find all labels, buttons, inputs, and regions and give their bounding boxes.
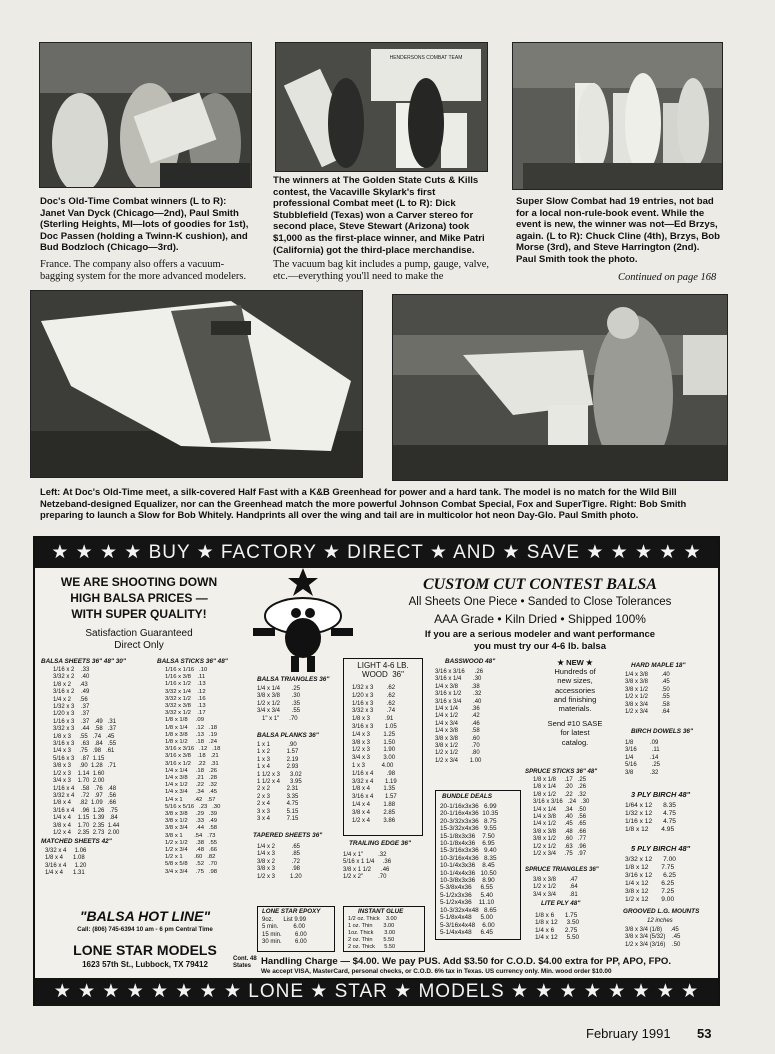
- balsa-sheets-heading: BALSA SHEETS 36" 48" 30": [41, 658, 126, 665]
- three-ply-birch-heading: 3 PLY BIRCH 48": [631, 790, 691, 799]
- shooting-line-1: WE ARE SHOOTING DOWN: [60, 575, 218, 589]
- new-line-8: Send #10 SASE: [547, 719, 603, 729]
- bundle-deals-heading: BUNDLE DEALS: [442, 793, 493, 800]
- trailing-edge-heading: TRAILING EDGE 36": [349, 840, 411, 847]
- trailing-edge-table: 1/4 x 1" .32 5/16 x 1 1/4 .36 3/8 x 1 1/2 .46 1/2 x 2" .70: [343, 852, 392, 881]
- shooting-line-2: HIGH BALSA PRICES —: [70, 591, 208, 605]
- photo-sign-text: HENDERSONS COMBAT TEAM: [389, 55, 463, 61]
- instant-glue-box: [343, 906, 425, 952]
- new-line-4: accessories: [554, 685, 596, 695]
- new-line-2: Hundreds of: [554, 667, 596, 677]
- new-line-6: materials.: [558, 704, 592, 714]
- photo-old-time-winners: [39, 42, 252, 188]
- grooved-mounts-subheading: 12 inches: [647, 918, 673, 924]
- handling-charge: Handling Charge — $4.00. We pay PUS. Add $3.50 for C.O.D. $4.00 extra for PP, APO, FPO.: [261, 956, 671, 967]
- basswood-table: 3/16 x 3/16 .26 3/16 x 1/4 .30 1/4 x 3/8 .38 3/16 x 1/2 .32 3/16 x 3/4 .40 1/4 x 1/4 .36 1/4 x 1/2 .42 1/4 x 3/4 .46 1/4 x 3/8 .58 3/8 x 3/8 .60 3/8 x 1/2 .70 1/2 x 1/2 .80 1/2 x 3/4 1.00: [435, 669, 484, 764]
- spruce-sticks-heading: SPRUCE STICKS 36" 48": [525, 768, 598, 775]
- light-wood-table: 1/32 x 3 .62 1/20 x 3 .62 1/16 x 3 .62 3/32 x 3 .74 1/8 x 3 .91 3/16 x 3 1.05 1/4 x 3 1.25 3/8 x 3 1.50 1/2 x 3 1.90 3/4 x 3 3.00 1 x 3 4.00 1/16 x 4 .98 3/32 x 4 1.19 1/8 x 4 1.35 3/16 x 4 1.57 1/4 x 4 1.88 3/8 x 4 2.85 1/2 x 4 3.86: [352, 685, 397, 824]
- balsa-planks-table: 1 x 1 .90 1 x 2 1.57 1 x 3 2.19 1 x 4 2.93 1 1/2 x 3 3.02 1 1/2 x 4 3.95 2 x 2 2.31 2 x 3 3.35 2 x 4 4.75 3 x 3 5.15 3 x 4 7.15: [257, 742, 302, 823]
- new-line-9: for latest: [560, 728, 590, 738]
- five-ply-birch-heading: 5 PLY BIRCH 48": [631, 844, 691, 853]
- grooved-mounts-table: 3/8 x 3/4 (1/8) .45 3/8 x 3/4 (5/32) .45 1/2 x 3/4 (3/16) .50: [625, 927, 681, 948]
- balsa-triangles-heading: BALSA TRIANGLES 36": [257, 676, 330, 683]
- matched-sheets-table: 3/32 x 4 1.06 1/8 x 4 1.08 3/16 x 4 1.20 1/4 x 4 1.31: [45, 848, 87, 877]
- new-catalog-box: [531, 658, 619, 747]
- page-number: 53: [697, 1026, 712, 1041]
- instant-glue-heading: INSTANT GLUE: [358, 908, 404, 915]
- photo-half-fast-plane: [30, 290, 363, 478]
- instant-glue-table: 1/2 oz. Thick 3.00 1 oz. Thin 3.00 1oz. Thick 3.00 2 oz. Thin 5.50 2 oz. Thick 5.50: [348, 916, 397, 950]
- epoxy-table: 9oz. List 9.99 5 min. 6.00 15 min. 6.00 30 min. 6.00: [262, 917, 307, 946]
- bundle-deals-table: 20-1/16x3x36 6.99 20-1/16x4x36 10.35 20-3/32x3x36 8.75 15-3/32x4x36 9.55 15-1/8x3x36 7.50 10-1/8x4x36 6.95 15-3/16x3x36 9.40 10-3/16x4x36 8.35 10-1/4x3x36 8.45 10-1/4x4x36 10.50 10-3/8x3x36 8.90 5-3/8x4x36 6.55 5-1/2x3x36 5.40 5-1/2x4x36 11.10 10-3/32x4x48 8.65 5-1/8x4x48 5.00 5-3/16x4x48 6.00 5-1/4x4x48 6.45: [440, 803, 499, 936]
- payment-note: We accept VISA, MasterCard, personal checks, or C.O.D. 6% tax in Texas. US currency only. Min. wood order $10.00: [261, 968, 612, 975]
- five-ply-birch-table: 3/32 x 12 7.00 1/8 x 12 7.75 3/16 x 12 6.25 1/4 x 12 6.25 3/8 x 12 7.25 1/2 x 12 9.00: [625, 856, 676, 903]
- ad-top-banner: ★ ★ ★ ★ BUY ★ FACTORY ★ DIRECT ★ AND ★ SAVE ★ ★ ★ ★ ★: [35, 538, 718, 568]
- new-line-3: new sizes,: [557, 676, 593, 686]
- epoxy-box: [257, 906, 335, 952]
- three-ply-birch-table: 1/64 x 12 8.35 1/32 x 12 4.75 1/16 x 12 4.75 1/8 x 12 4.95: [625, 802, 676, 833]
- photo-launching-slow: [392, 294, 728, 481]
- spruce-sticks-table: 1/8 x 1/8 .17 .25 1/8 x 1/4 .20 .26 1/8 x 1/2 .22 .32 3/16 x 3/16 .24 .30 1/4 x 1/4 .34 .50 1/4 x 3/8 .40 .56 1/4 x 1/2 .45 .65 3/8 x 3/8 .48 .66 3/8 x 1/2 .60 .77 1/2 x 1/2 .63 .96 1/2 x 3/4 .75 .97: [533, 777, 590, 858]
- satisfaction-line-1: Satisfaction Guaranteed: [85, 628, 193, 639]
- spruce-triangles-heading: SPRUCE TRIANGLES 36": [525, 866, 599, 873]
- photo-super-slow-combat: [512, 42, 723, 190]
- basswood-heading: BASSWOOD 48": [445, 658, 496, 665]
- balsa-sticks-table: 1/16 x 1/16 .10 1/16 x 3/8 .11 1/16 x 1/2 .13 3/32 x 1/4 .12 3/32 x 1/2 .16 3/32 x 3/8 .13 3/32 x 1/2 .17 1/8 x 1/8 .09 1/8 x 1/4 .12 .18 1/8 x 3/8 .13 .19 1/8 x 1/2 .18 .24 3/16 x 3/16 .12 .18 3/16 x 3/8 .18 .21 3/16 x 1/2 .22 .31 1/4 x 1/4 .18 .26 1/4 x 3/8 .21 .28 1/4 x 1/2 .22 .32 1/4 x 3/4 .34 .45 1/4 x 1 .42 .57 5/16 x 5/16 .23 .30 3/8 x 3/8 .29 .39 3/8 x 1/2 .33 .49 3/8 x 3/4 .44 .58 3/8 x 1 .54 .73 1/2 x 1/2 .38 .55 1/2 x 3/4 .48 .66 1/2 x 1 .60 .82 5/8 x 5/8 .52 .70 3/4 x 3/4 .75 .98: [165, 667, 221, 875]
- spruce-triangles-table: 3/8 x 3/8 .47 1/2 x 1/2 .64 3/4 x 3/4 .81: [533, 877, 578, 898]
- custom-cut-headline: CUSTOM CUT CONTEST BALSA: [423, 576, 657, 593]
- hard-maple-table: 1/4 x 3/8 .40 3/8 x 3/8 .45 3/8 x 1/2 .50 1/2 x 1/2 .55 3/8 x 3/4 .58 1/2 x 3/4 .64: [625, 672, 670, 716]
- epoxy-heading: LONE STAR EPOXY: [262, 908, 321, 915]
- bundle-deals-box: [435, 790, 521, 940]
- light-wood-box: [343, 658, 423, 836]
- balsa-planks-heading: BALSA PLANKS 36": [257, 732, 319, 739]
- new-line-10: catalog.: [561, 737, 589, 747]
- company-address: 1623 57th St., Lubbock, TX 79412: [82, 960, 208, 969]
- shooting-down-text: [39, 574, 239, 622]
- body-text-column-1: France. The company also offers a vacuum-bagging system for the more advanced modelers.: [40, 259, 247, 282]
- tagline-4: you must try our 4-6 lb. balsa: [474, 641, 606, 652]
- birch-dowels-table: 1/8 .09 3/16 .11 1/4 .14 5/16 .25 3/8 .32: [625, 740, 661, 776]
- lite-ply-heading: LITE PLY 48": [541, 900, 581, 907]
- hard-maple-heading: HARD MAPLE 18": [631, 662, 686, 669]
- continental-states-note: Cont. 48 States: [233, 956, 257, 970]
- light-wood-title: LIGHT 4-6 LB.: [357, 661, 409, 670]
- birch-dowels-heading: BIRCH DOWELS 36": [631, 728, 693, 735]
- grooved-mounts-heading: GROOVED L.G. MOUNTS: [623, 908, 700, 915]
- satisfaction-line-2: Direct Only: [114, 640, 164, 651]
- caption-old-time-winners: Doc's Old-Time Combat winners (L to R): Janet Van Dyck (Chicago—2nd), Paul Smith (Sterling Heights, MI—lots of goodies for 1st), Doc Passen (holding a Twinn-K cushion), and Bud Bodzloch (Chicago—3rd).: [40, 196, 249, 254]
- issue-date: February 1991: [586, 1026, 671, 1041]
- company-name: LONE STAR MODELS: [73, 942, 217, 958]
- caption-golden-state-winners: The winners at The Golden State Cuts & Kills contest, the Vacaville Skylark's first professional Combat meet (L to R): Dick Stubblefield (Texas) won a Carver stereo for second place, Steve Stewart (Arizona) took $1,000 as the first-place winner, and Mike Patri (California) got the third-place merchandise.: [273, 175, 485, 256]
- new-line-5: and finishing: [553, 694, 597, 704]
- continued-note: Continued on page 168: [618, 272, 717, 283]
- body-text-column-2: The vacuum bag kit includes a pump, gauge, valve, etc.—everything you'll need to make the: [273, 259, 490, 282]
- ad-bottom-banner: ★ ★ ★ ★ ★ ★ ★ ★ LONE ★ STAR ★ MODELS ★ ★ ★ ★ ★ ★ ★ ★: [35, 978, 718, 1006]
- balsa-triangles-table: 1/4 x 1/4 .25 3/8 x 3/8 .30 1/2 x 1/2 .35 3/4 x 3/4 .55 1" x 1" .70: [257, 686, 301, 722]
- balsa-hotline-call: Call: (806) 745-6394 10 am - 6 pm Central Time: [77, 926, 213, 933]
- shooting-line-3: WITH SUPER QUALITY!: [71, 607, 207, 621]
- tagline-2: AAA Grade • Kiln Dried • Shipped 100%: [434, 612, 646, 626]
- caption-mid-photos: Left: At Doc's Old-Time meet, a silk-covered Half Fast with a K&B Greenhead for power and a hard tank. The model is no match for the Wild Bill Netzeband-designed Equalizer, nor can the Greenhead match the more powerful Johnson Combat Special, Fox and SuperTigre. Right: Bob Smith preparing to launch a Slow for Bob Whitely. Handprints all over the wing and tail are in multicolor hot neon Day-Glo. Paul Smith photo.: [40, 486, 687, 521]
- caption-super-slow-combat: Super Slow Combat had 19 entries, not bad for a local non-rule-book event. While the event is new, the winner was not—Ed Brzys, again. (L to R): Chuck Cline (4th), Brzys, Bob Morse (3rd), and Steve Harrington (2nd). Paul Smith took the photo.: [516, 196, 720, 265]
- photo-golden-state-winners: [275, 42, 488, 172]
- satisfaction-text: [39, 628, 239, 652]
- lone-star-models-ad: [33, 536, 720, 1006]
- light-wood-subtitle: WOOD 36": [362, 670, 404, 679]
- balsa-hotline-title: "BALSA HOT LINE": [79, 908, 211, 924]
- lite-ply-table: 1/8 x 6 1.75 1/8 x 12 3.50 1/4 x 6 2.75 1/4 x 12 5.50: [535, 912, 580, 942]
- matched-sheets-heading: MATCHED SHEETS 42": [41, 838, 112, 845]
- tapered-sheets-heading: TAPERED SHEETS 36": [253, 832, 323, 839]
- balsa-sticks-heading: BALSA STICKS 36" 48": [157, 658, 228, 665]
- balsa-sheets-table: 1/16 x 2 .33 3/32 x 2 .40 1/8 x 2 .43 3/16 x 2 .49 1/4 x 2 .56 1/32 x 3 .37 1/20 x 3 .37 1/16 x 3 .37 .49 .31 3/32 x 3 .44 .58 .37 1/8 x 3 .55 .74 .45 3/16 x 3 .63 .84 .55 1/4 x 3 .75 .98 .61 5/16 x 3 .87 1.15 3/8 x 3 .90 1.28 .71 1/2 x 3 1.14 1.60 3/4 x 3 1.70 2.00 1/16 x 4 .58 .76 .48 3/32 x 4 .72 .97 .56 1/8 x 4 .82 1.09 .66 3/16 x 4 .96 1.26 .75 1/4 x 4 1.15 1.39 .84 3/8 x 4 1.70 2.35 1.44 1/2 x 4 2.35 2.73 2.00: [53, 667, 120, 836]
- new-line-1: ★ NEW ★: [557, 658, 593, 667]
- tagline-1: All Sheets One Piece • Sanded to Close Tolerances: [408, 596, 672, 608]
- tagline-3: If you are a serious modeler and want performance: [424, 629, 656, 640]
- tapered-sheets-table: 1/4 x 2 .65 1/4 x 3 .85 3/8 x 2 .72 3/8 x 3 .98 1/2 x 3 1.20: [257, 844, 302, 880]
